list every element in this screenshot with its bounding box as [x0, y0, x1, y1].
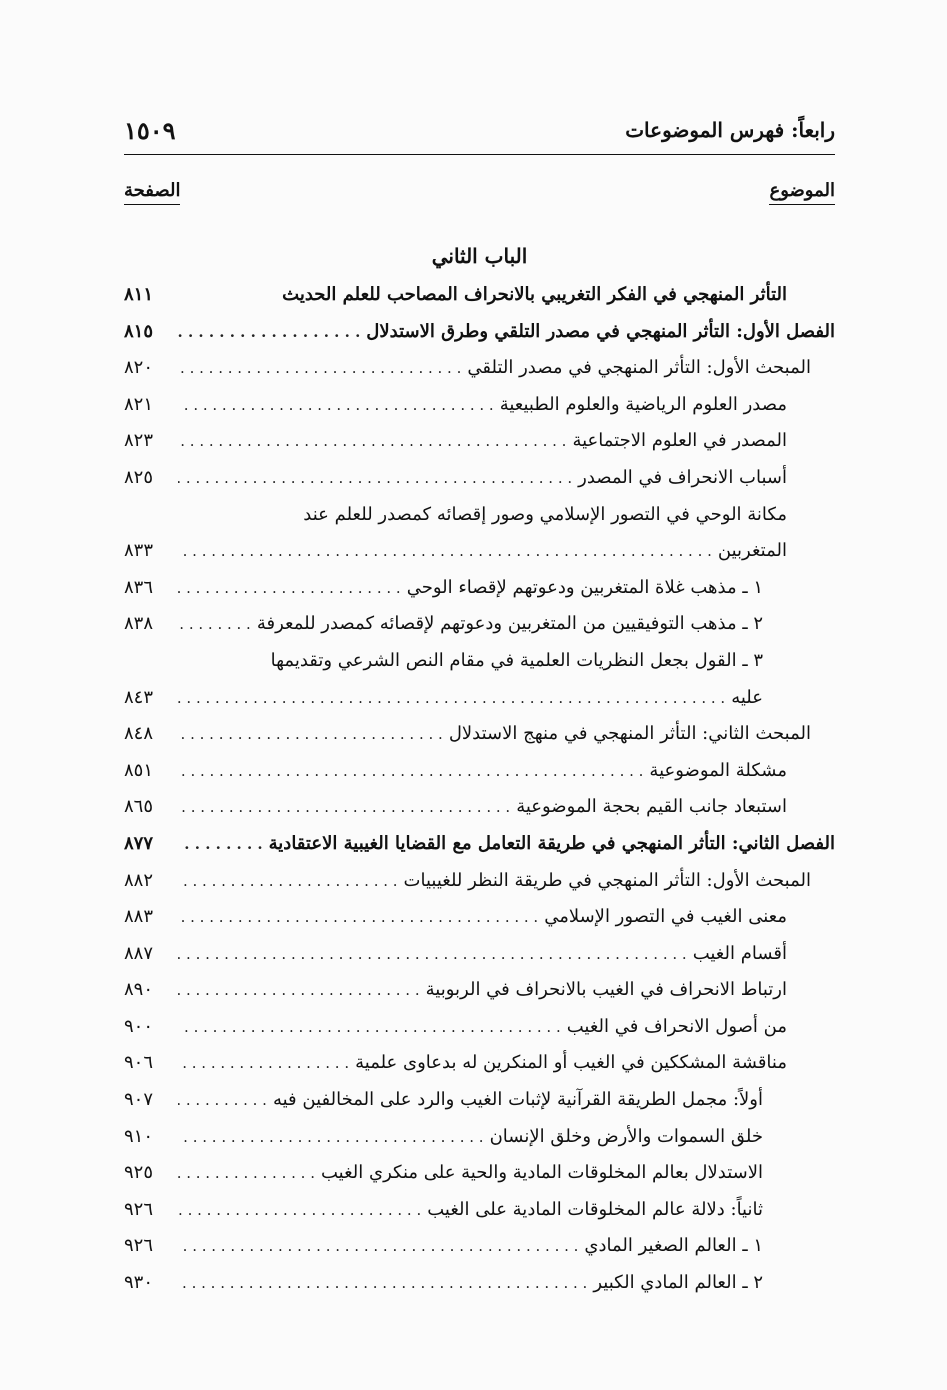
dot-leader: [178, 460, 572, 497]
toc-entry: [124, 972, 835, 1009]
toc-entry: [124, 497, 835, 570]
toc-entry: [124, 789, 835, 826]
toc-entry: [124, 350, 835, 387]
toc-entry: [124, 643, 835, 716]
dot-leader: [178, 1155, 315, 1192]
toc-entry: [124, 899, 835, 936]
toc-entry: [124, 314, 835, 351]
toc-entry-title: الفصل الثاني: التأثر المنهجي في طريقة التعامل مع القضايا الغيبية الاعتقادية: [268, 832, 835, 854]
toc-entry-title: استبعاد جانب القيم بحجة الموضوعية: [516, 796, 787, 818]
toc-entry-title: معنى الغيب في التصور الإسلامي: [544, 906, 787, 928]
toc-entry-page: ٨٣٣: [124, 540, 154, 562]
toc-entry: [124, 387, 835, 424]
dot-leader: [178, 789, 510, 826]
toc-entry: [124, 277, 835, 314]
toc-entry-title: أسباب الانحراف في المصدر: [578, 466, 787, 488]
dot-leader: [178, 1045, 349, 1082]
dot-leader: [178, 680, 725, 717]
toc-entry-page: ٨٦٥: [124, 796, 154, 818]
toc-entry-page: ٨٩٠: [124, 979, 154, 1001]
header-rule: [124, 154, 835, 155]
toc-entry: [124, 863, 835, 900]
toc-entry-page: ٨٢١: [124, 393, 154, 415]
toc-entry: [124, 606, 835, 643]
toc-entry: [124, 716, 835, 753]
dot-leader: [178, 1228, 578, 1265]
toc-entry-page: ٨٤٣: [124, 686, 154, 708]
toc-entry: [124, 1082, 835, 1119]
toc-entry-page: ٨٨٣: [124, 906, 154, 928]
topic-column-label: الموضوع: [769, 180, 835, 205]
dot-leader: [178, 314, 360, 351]
toc-entry-title: المصدر في العلوم الاجتماعية: [572, 430, 787, 452]
toc-entry-page: ٨٢٥: [124, 466, 154, 488]
toc-entry-page: ٨٣٨: [124, 613, 154, 635]
page-column-label: الصفحة: [124, 180, 180, 205]
dot-leader: [178, 826, 263, 863]
toc-entry-page: ٩٣٠: [124, 1272, 154, 1294]
page-number: ١٥٠٩: [124, 115, 176, 145]
toc-entry: [124, 1265, 835, 1302]
toc-entry-title: الفصل الأول: التأثر المنهجي في مصدر التلقي وطرق الاستدلال: [366, 320, 835, 342]
dot-leader: [178, 972, 420, 1009]
toc-entry-title: مناقشة المشككين في الغيب أو المنكرين له بدعاوى علمية: [355, 1052, 787, 1074]
dot-leader: [178, 423, 566, 460]
toc-entry-page: ٨٨٢: [124, 869, 154, 891]
toc-entry-page: ٨٢٣: [124, 430, 154, 452]
toc-entry-page: ٨٥١: [124, 759, 154, 781]
toc-entry-page: ٩٢٦: [124, 1198, 154, 1220]
toc-entry: [124, 1009, 835, 1046]
dot-leader: [178, 387, 494, 424]
toc-entry-title: ٣ ـ القول بجعل النظريات العلمية في مقام النص الشرعي وتقديمها: [270, 649, 763, 671]
toc-entry-title: مكانة الوحي في التصور الإسلامي وصور إقصائه كمصدر للعلم عند: [303, 503, 787, 525]
toc-entry-page: ٨٧٧: [124, 832, 154, 854]
dot-leader: [178, 606, 251, 643]
toc-entry: [124, 1192, 835, 1229]
dot-leader: [178, 716, 443, 753]
toc-entry-page: ٩٠٠: [124, 1015, 154, 1037]
toc-entry: [124, 936, 835, 973]
dot-leader: [178, 863, 398, 900]
toc-entry-title: خلق السموات والأرض وخلق الإنسان: [489, 1125, 763, 1147]
toc-entry: [124, 753, 835, 790]
toc-entry-title: مشكلة الموضوعية: [649, 759, 787, 781]
running-title: رابعاً: فهرس الموضوعات: [625, 118, 835, 142]
toc-entry: [124, 1155, 835, 1192]
toc-entry-title: ثانياً: دلالة عالم المخلوقات المادية على الغيب: [427, 1198, 763, 1220]
toc-entry-title: من أصول الانحراف في الغيب: [566, 1015, 787, 1037]
dot-leader: [178, 1265, 587, 1302]
section-title: الباب الثاني: [431, 244, 528, 268]
column-headers: [124, 180, 835, 210]
toc-entry: [124, 826, 835, 863]
dot-leader: [178, 570, 401, 607]
toc-entry-title: أولاً: مجمل الطريقة القرآنية لإثبات الغيب والرد على المخالفين فيه: [272, 1089, 763, 1111]
toc-entry: [124, 1228, 835, 1265]
toc-entry-title: المبحث الأول: التأثر المنهجي في طريقة النظر للغيبيات: [403, 869, 811, 891]
toc-entry-title: أقسام الغيب: [692, 942, 787, 964]
running-header: [124, 112, 835, 148]
dot-leader: [178, 350, 461, 387]
dot-leader: [178, 533, 712, 570]
toc-entry: [124, 460, 835, 497]
toc-entry-title: ارتباط الانحراف في الغيب بالانحراف في الربوبية: [425, 979, 787, 1001]
dot-leader: [178, 1082, 267, 1119]
toc-entry-page: ٩١٠: [124, 1125, 154, 1147]
toc-entry-title: مصدر العلوم الرياضية والعلوم الطبيعية: [499, 393, 787, 415]
toc-entry-page: ٩٢٥: [124, 1162, 154, 1184]
toc-entry-title: ١ ـ العالم الصغير المادي: [584, 1235, 763, 1257]
toc-entry: [124, 570, 835, 607]
toc-entry-title: المبحث الأول: التأثر المنهجي في مصدر التلقي: [467, 357, 811, 379]
toc-entry-page: ٨٢٠: [124, 357, 154, 379]
toc-entry-page: ٩٢٦: [124, 1235, 154, 1257]
toc-entry-title: المبحث الثاني: التأثر المنهجي في منهج الاستدلال: [448, 723, 811, 745]
dot-leader: [178, 1009, 561, 1046]
toc-entry-page: ٨٣٦: [124, 576, 154, 598]
toc-entry-page: ٨١٥: [124, 320, 154, 342]
toc-entry-title: ٢ ـ العالم المادي الكبير: [593, 1272, 763, 1294]
dot-leader: [178, 1192, 421, 1229]
dot-leader: [178, 753, 643, 790]
toc-entry-page: ٩٠٧: [124, 1089, 154, 1111]
toc-entry-page: ٨١١: [124, 284, 154, 305]
toc-entry: [124, 1119, 835, 1156]
dot-leader: [178, 1119, 484, 1156]
toc-entry-title: الاستدلال بعالم المخلوقات المادية والحية على منكري الغيب: [320, 1162, 763, 1184]
toc-entry-title: ٢ ـ مذهب التوفيقيين من المتغربين ودعوتهم لإقصائه كمصدر للمعرفة: [256, 613, 763, 635]
toc-entry-continuation: المتغربين: [717, 540, 787, 562]
toc-entry-page: ٨٨٧: [124, 942, 154, 964]
toc-entry: [124, 1045, 835, 1082]
toc-entry-title: التأثر المنهجي في الفكر التغريبي بالانحراف المصاحب للعلم الحديث: [282, 284, 787, 305]
toc-entry-page: ٨٤٨: [124, 723, 154, 745]
toc-entry-page: ٩٠٦: [124, 1052, 154, 1074]
dot-leader: [178, 936, 687, 973]
dot-leader: [178, 899, 538, 936]
toc-entry-continuation: عليه: [731, 686, 763, 708]
toc-entry: [124, 423, 835, 460]
table-of-contents: [124, 277, 835, 1302]
toc-entry-title: ١ ـ مذهب غلاة المتغربين ودعوتهم لإقصاء الوحي: [406, 576, 763, 598]
